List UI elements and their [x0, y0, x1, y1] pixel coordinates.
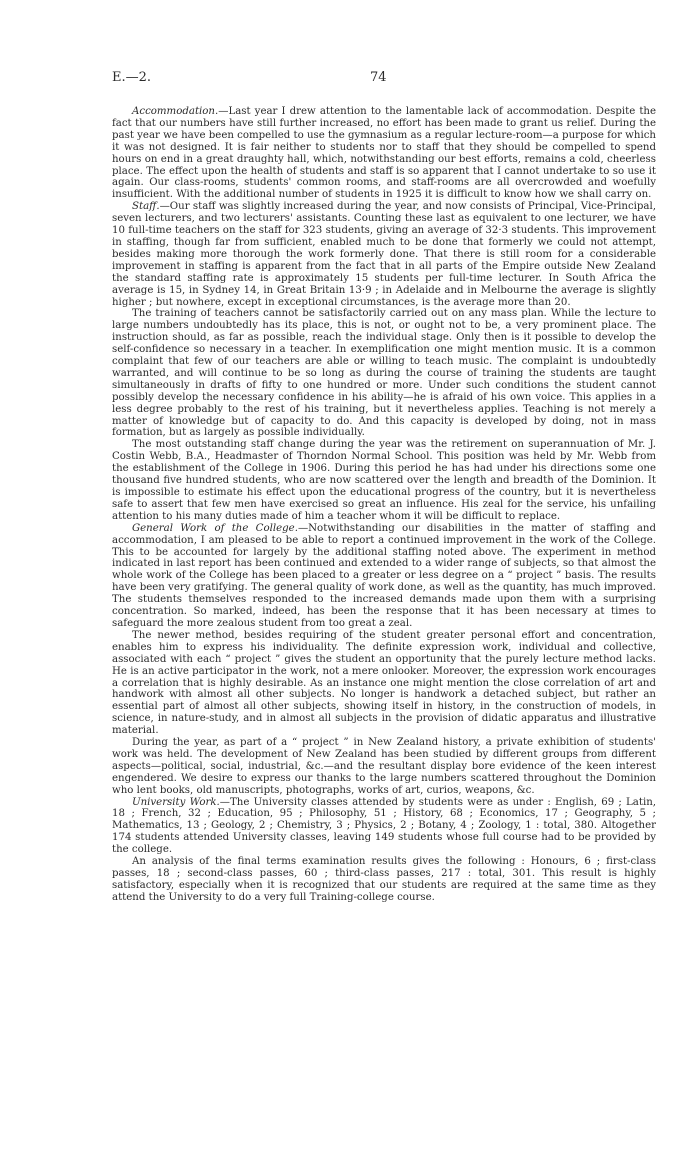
paragraph-text: During the year, as part of a “ project ” in New Zealand history, a private exhibition of students' work was held. The development of New Zealand has been studied by different groups from different aspects—political, social, industrial, &c.—and the resultant display bore evidence of the keen interest engendered. We desire to express our thanks to the large numbers scattered throughout the Dominion who lent books, old manuscripts, photographs, works of art, curios, weapons, &c.: [112, 737, 656, 796]
paragraph-university-work: [112, 797, 656, 857]
section-heading-university-work: University Work.: [132, 796, 220, 808]
paragraph-text: The training of teachers cannot be satisfactorily carried out on any mass plan. While the lecture to large numbers undoubtedly has its place, this is not, or ought not to be, a very prominent place. The instruction should, as far as possible, reach the individual stage. Only then is it possible to develop the self-confidence so necessary in a teacher. In exemplification one might mention music. It is a common complaint that few of our teachers are able or willing to teach music. The complaint is undoubtedly warranted, and will continue to be so long as during the course of training the students are taught simultaneously in drafts of fifty to one hundred or more. Under such conditions the student cannot possibly develop the necessary confidence in his ability—he is afraid of his own voice. This applies in a less degree probably to the rest of his training, but it nevertheless applies. Teaching is not merely a matter of knowledge but of capacity to do. And this capacity is developed by doing, not in mass formation, but as largely as possible individually.: [112, 308, 656, 439]
page-header: [112, 70, 656, 92]
section-heading-general-work: General Work of the College.: [132, 522, 298, 534]
paragraph-text: —Our staff was slightly increased during the year, and now consists of Principal, Vice-Principal, seven lecturers, and two lecturers' assistants. Counting these last as equivalent to one lecturer, we have 10 full-time teachers on the staff for 323 students, giving an average of 32·3 students. This improvement in staffing, though far from sufficient, enabled much to be done that formerly we could not attempt, besides making more thorough the work formerly done. That there is still room for a considerable improvement in staffing is apparent from the fact that in all parts of the Empire outside New Zealand the standard staffing rate is approximately 15 students per full-time lecturer. In South Africa the average is 15, in Sydney 14, in Great Britain 13·9 ; in Adelaide and in Melbourne the average is slightly higher ; but nowhere, except in exceptional circumstances, is the average more than 20.: [112, 201, 656, 308]
paragraph-exhibition: [112, 737, 656, 797]
paragraph-staff-change: [112, 439, 656, 522]
paragraph-text: An analysis of the final terms examination results gives the following : Honours, 6 ; first-class passes, 18 ; second-class passes, 60 ; third-class passes, 217 : total, 301. This result is highly satisfactory, especially when it is recognized that our students are required at the same time as they attend the University to do a very full Training-college course.: [112, 856, 656, 903]
paragraph-examination-results: [112, 856, 656, 904]
body-text: [112, 106, 656, 904]
paragraph-newer-method: [112, 630, 656, 737]
paragraph-text: The most outstanding staff change during the year was the retirement on superannuation of Mr. J. Costin Webb, B.A., Headmaster of Thorndon Normal School. This position was held by Mr. Webb from the establishment of the College in 1906. During this period he has had under his directions some one thousand five hundred students, who are now scattered over the length and breadth of the Dominion. It is impossible to estimate his effect upon the educational progress of the country, but it is nevertheless safe to assert that few men have exercised so great an influence. His zeal for the service, his unfailing attention to his many duties made of him a teacher whom it will be difficult to replace.: [112, 439, 656, 522]
paragraph-text: —The University classes attended by students were as under : English, 69 ; Latin, 18 ; French, 32 ; Education, 95 ; Philosophy, 51 ; History, 68 ; Economics, 17 ; Geography, 5 ; Mathematics, 13 ; Geology, 2 ; Chemistry, 3 ; Physics, 2 ; Botany, 4 ; Zoology, 1 : total, 380. Altogether 174 students attended University classes, leaving 149 students whose full course had to be provided by the college.: [112, 796, 656, 856]
paragraph-text: —Last year I drew attention to the lamentable lack of accommodation. Despite the fact that our numbers have still further increased, no effort has been made to grant us relief. During the past year we have been compelled to use the gymnasium as a regular lecture-room—a purpose for which it was not designed. It is fair neither to students nor to staff that they should be compelled to spend hours on end in a great draughty hall, which, notwithstanding our best efforts, remains a cold, cheerless place. The effect upon the health of students and staff is so apparent that I cannot undertake to so use it again. Our class-rooms, students' common rooms, and staff-rooms are all overcrowded and woefully insufficient. With the additional number of students in 1925 it is difficult to know how we shall carry on.: [112, 106, 656, 201]
page-number: 74: [370, 70, 387, 85]
section-heading-accommodation: Accommodation.: [132, 106, 219, 117]
paragraph-training: [112, 308, 656, 439]
series-label: E.—2.: [112, 70, 152, 85]
paragraph-staff: [112, 201, 656, 308]
paragraph-accommodation: [112, 106, 656, 201]
paragraph-text: The newer method, besides requiring of the student greater personal effort and concentration, enables him to express his individuality. The definite expression work, individual and collective, associated with each “ project ” gives the student an opportunity that the purely lecture method lacks. He is an active participator in the work, not a mere onlooker. Moreover, the expression work encourages a correlation that is highly desirable. As an instance one might mention the close correlation of art and handwork with almost all other subjects. No longer is handwork a detached subject, but rather an essential part of almost all other subjects, showing itself in history, in the construction of models, in science, in nature-study, and in almost all subjects in the provision of didatic apparatus and illustrative material.: [112, 629, 656, 737]
paragraph-text: —Notwithstanding our disabilities in the matter of staffing and accommodation, I am pleased to be able to report a continued improvement in the work of the College. This to be accounted for largely by the additional staffing noted above. The experiment in method indicated in last report has been continued and extended to a wider range of subjects, so that almost the whole work of the College has been placed to a greater or less degree on a “ project ” basis. The results have been very gratifying. The general quality of work done, as well as the quantity, has much improved. The students themselves responded to the increased demands made upon them with a surprising concentration. So marked, indeed, has been the response that it has been necessary at times to safeguard the more zealous student from too great a zeal.: [112, 522, 656, 629]
paragraph-general-work: [112, 523, 656, 630]
section-heading-staff: Staff.: [132, 201, 160, 213]
